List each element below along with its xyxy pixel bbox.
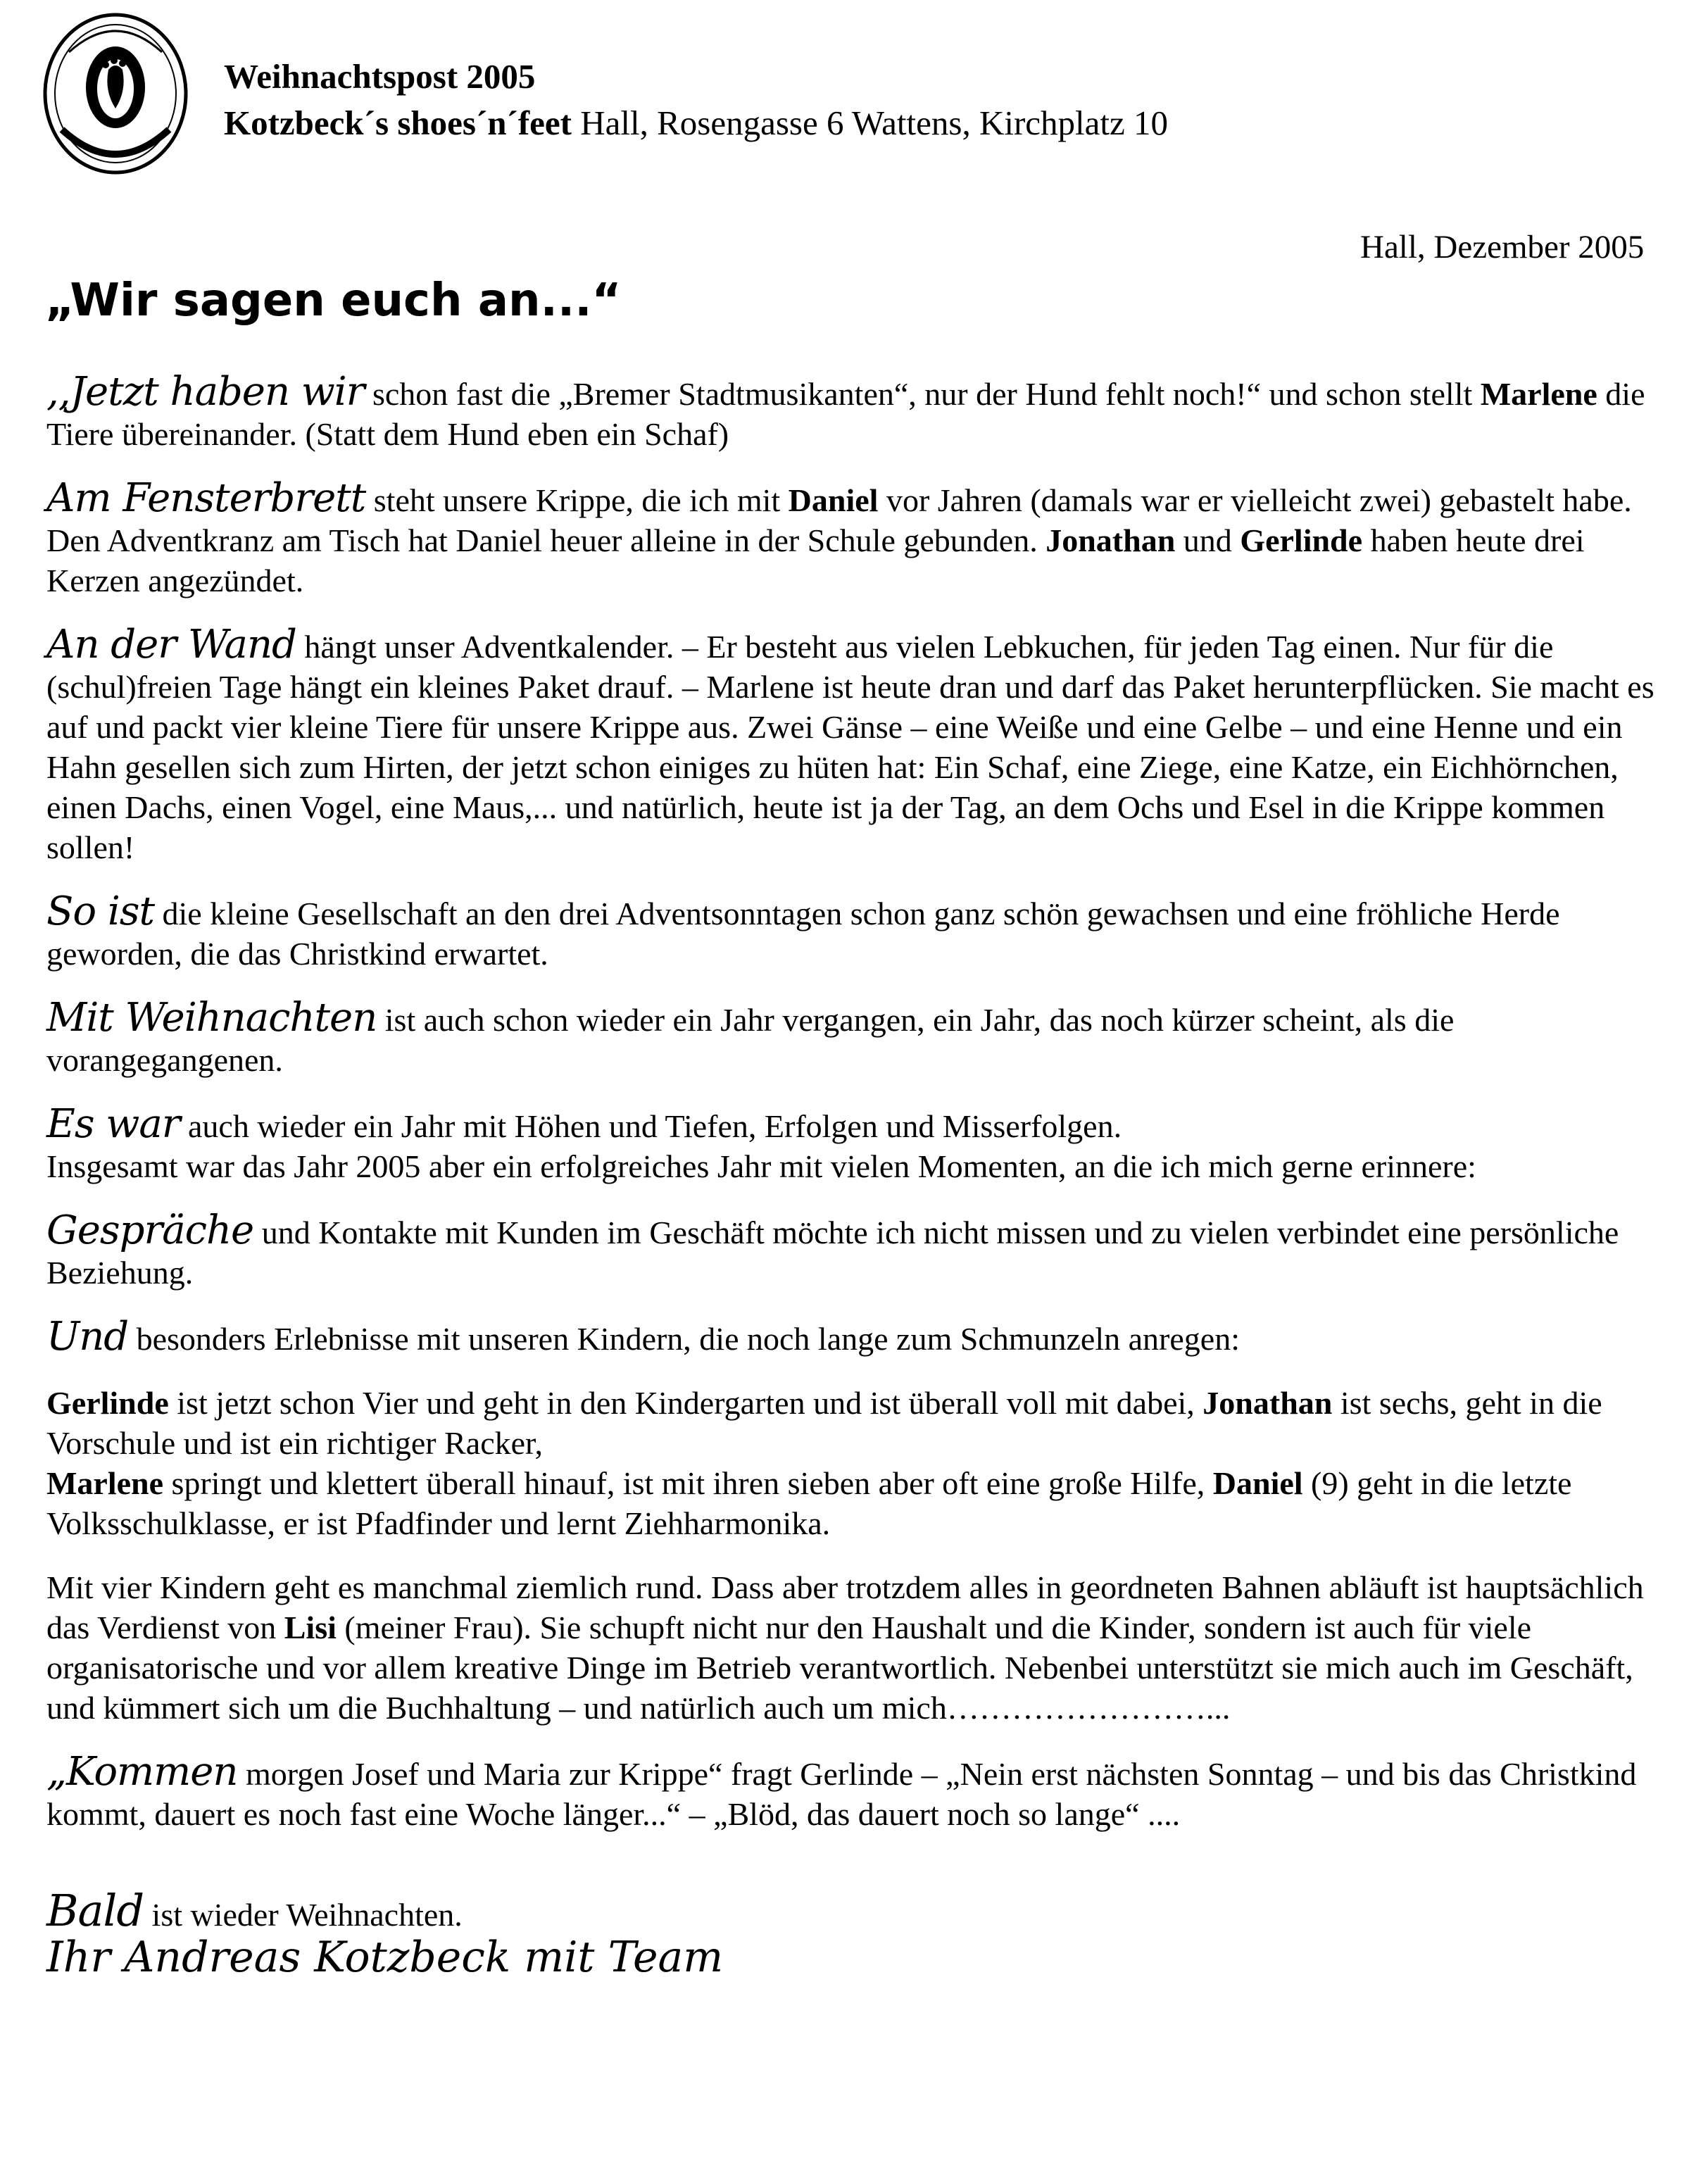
paragraph-2	[46, 475, 1666, 601]
paragraph-text: steht unsere Krippe, die ich mit	[365, 482, 789, 518]
paragraph-lead: So ist	[46, 889, 155, 934]
paragraph-lead: Am Fensterbrett	[46, 475, 366, 521]
header-address: Hall, Rosengasse 6 Wattens, Kirchplatz 10	[571, 103, 1169, 142]
paragraph-lead: Mit Weihnachten	[46, 995, 377, 1041]
paragraph-6	[46, 1101, 1666, 1186]
paragraph-text: auch wieder ein Jahr mit Höhen und Tiefen, Erfolgen und Misserfolgen.	[180, 1108, 1122, 1144]
paragraph-text: vor Jahren (damals war er vielleicht zwei) gebastelt habe. Den Adventkranz am Tisch hat Daniel heuer alleine in der Schule gebunden.	[46, 482, 1632, 558]
signature: Ihr Andreas Kotzbeck mit Team	[46, 1933, 724, 1982]
paragraph-lead: An der Wand	[46, 622, 296, 667]
paragraph-text: und Kontakte mit Kunden im Geschäft möchte ich nicht missen und zu vielen verbindet eine persönliche Beziehung.	[46, 1215, 1619, 1291]
paragraph-4	[46, 891, 1666, 974]
paragraph-text: die kleine Gesellschaft an den drei Adventsonntagen schon ganz schön gewachsen und eine fröhliche Herde geworden, die das Christkind erwartet.	[46, 896, 1560, 972]
name-bold: Daniel	[788, 482, 879, 518]
kotzbeck-shoes-n-feet-logo-icon	[41, 10, 190, 177]
paragraph-text: ist auch schon wieder ein Jahr vergangen, ein Jahr, das noch kürzer scheint, als die vorangegangenen.	[46, 1002, 1455, 1078]
paragraph-5	[46, 995, 1666, 1080]
name-bold: Gerlinde	[46, 1385, 169, 1421]
paragraph-1	[46, 369, 1666, 454]
paragraph-lead: „Kommen	[46, 1749, 238, 1795]
letter-body	[46, 369, 1666, 1982]
paragraph-text: hängt unser Adventkalender. – Er besteht aus vielen Lebkuchen, für jeden Tag einen. Nur für die (schul)freien Tage hängt ein kleines Paket drauf. – Marlene ist heute dran und darf das Paket herunterpflücken. Sie macht es auf und packt vier kleine Tiere für unsere Krippe aus. Zwei Gänse – eine Weiße und eine Gelbe – und eine Henne und ein Hahn gesellen sich zum Hirten, der jetzt schon einiges zu hüten hat: Ein Schaf, eine Ziege, eine Katze, ein Eichhörnchen, einen Dachs, einen Vogel, eine Maus,... und natürlich, heute ist ja der Tag, an dem Ochs und Esel in die Krippe kommen sollen!	[46, 629, 1654, 865]
closing-text: ist wieder Weihnachten.	[144, 1897, 463, 1933]
name-bold: Gerlinde	[1240, 522, 1363, 558]
paragraph-lead: ,,Jetzt haben wir	[46, 369, 365, 415]
paragraph-text: (meiner Frau). Sie schupft nicht nur den Haushalt und die Kinder, sondern ist auch für viele organisatorische und vor allem kreative Dinge im Betrieb verantwortlich. Nebenbei unterstützt sie mich auch im Geschäft, und kümmert sich um die Buchhaltung – und natürlich auch um mich……………………...	[46, 1610, 1633, 1726]
paragraph-lead: Es war	[46, 1101, 180, 1147]
paragraph-8	[46, 1314, 1666, 1360]
closing-lead: Bald	[46, 1885, 144, 1936]
paragraph-text: Insgesamt war das Jahr 2005 aber ein erfolgreiches Jahr mit vielen Momenten, an die ich mich gerne erinnere:	[46, 1148, 1476, 1184]
paragraph-text: und	[1175, 522, 1241, 558]
paragraph-7	[46, 1207, 1666, 1293]
paragraph-text: schon fast die „Bremer Stadtmusikanten“, nur der Hund fehlt noch!“ und schon stellt	[364, 376, 1481, 412]
paragraph-lead: Und	[46, 1314, 129, 1360]
letter-title: „Wir sagen euch an...“	[45, 275, 622, 327]
letter-date: Hall, Dezember 2005	[1360, 229, 1645, 265]
paragraph-text: (9) geht in die letzte Volksschulklasse, er ist Pfadfinder und lernt Ziehharmonika.	[46, 1465, 1572, 1541]
paragraph-text: morgen Josef und Maria zur Krippe“ fragt Gerlinde – „Nein erst nächsten Sonntag – und bis das Christkind kommt, dauert es noch fast eine Woche länger...“ – „Blöd, das dauert noch so lange“ ....	[46, 1756, 1637, 1832]
header-title: Weihnachtspost 2005	[224, 57, 536, 96]
paragraph-text: die Tiere übereinander. (Statt dem Hund eben ein Schaf)	[46, 376, 1645, 452]
paragraph-3	[46, 622, 1666, 867]
paragraph-text: Mit vier Kindern geht es manchmal ziemlich rund. Dass aber trotzdem alles in geordneten Bahnen abläuft ist hauptsächlich das Verdienst von	[46, 1569, 1644, 1645]
name-bold: Daniel	[1212, 1465, 1303, 1501]
paragraph-11	[46, 1749, 1666, 1834]
paragraph-10	[46, 1567, 1666, 1728]
letter-header	[224, 54, 1168, 146]
name-bold: Jonathan	[1202, 1385, 1333, 1421]
paragraph-text: ist jetzt schon Vier und geht in den Kindergarten und ist überall voll mit dabei,	[168, 1385, 1203, 1421]
paragraph-text: haben heute drei Kerzen angezündet.	[46, 522, 1585, 598]
header-brand: Kotzbeck´s shoes´n´feet	[224, 103, 572, 142]
name-bold: Marlene	[46, 1465, 164, 1501]
paragraph-text: ist sechs, geht in die Vorschule und ist ein richtiger Racker,	[46, 1385, 1602, 1461]
name-bold: Lisi	[284, 1610, 337, 1645]
closing	[46, 1885, 1666, 1982]
name-bold: Jonathan	[1045, 522, 1176, 558]
paragraph-text: springt und klettert überall hinauf, ist mit ihren sieben aber oft eine große Hilfe,	[163, 1465, 1213, 1501]
paragraph-lead: Gespräche	[46, 1207, 254, 1253]
paragraph-9	[46, 1383, 1666, 1543]
paragraph-text: besonders Erlebnisse mit unseren Kindern, die noch lange zum Schmunzeln anregen:	[128, 1321, 1240, 1357]
name-bold: Marlene	[1480, 376, 1597, 412]
